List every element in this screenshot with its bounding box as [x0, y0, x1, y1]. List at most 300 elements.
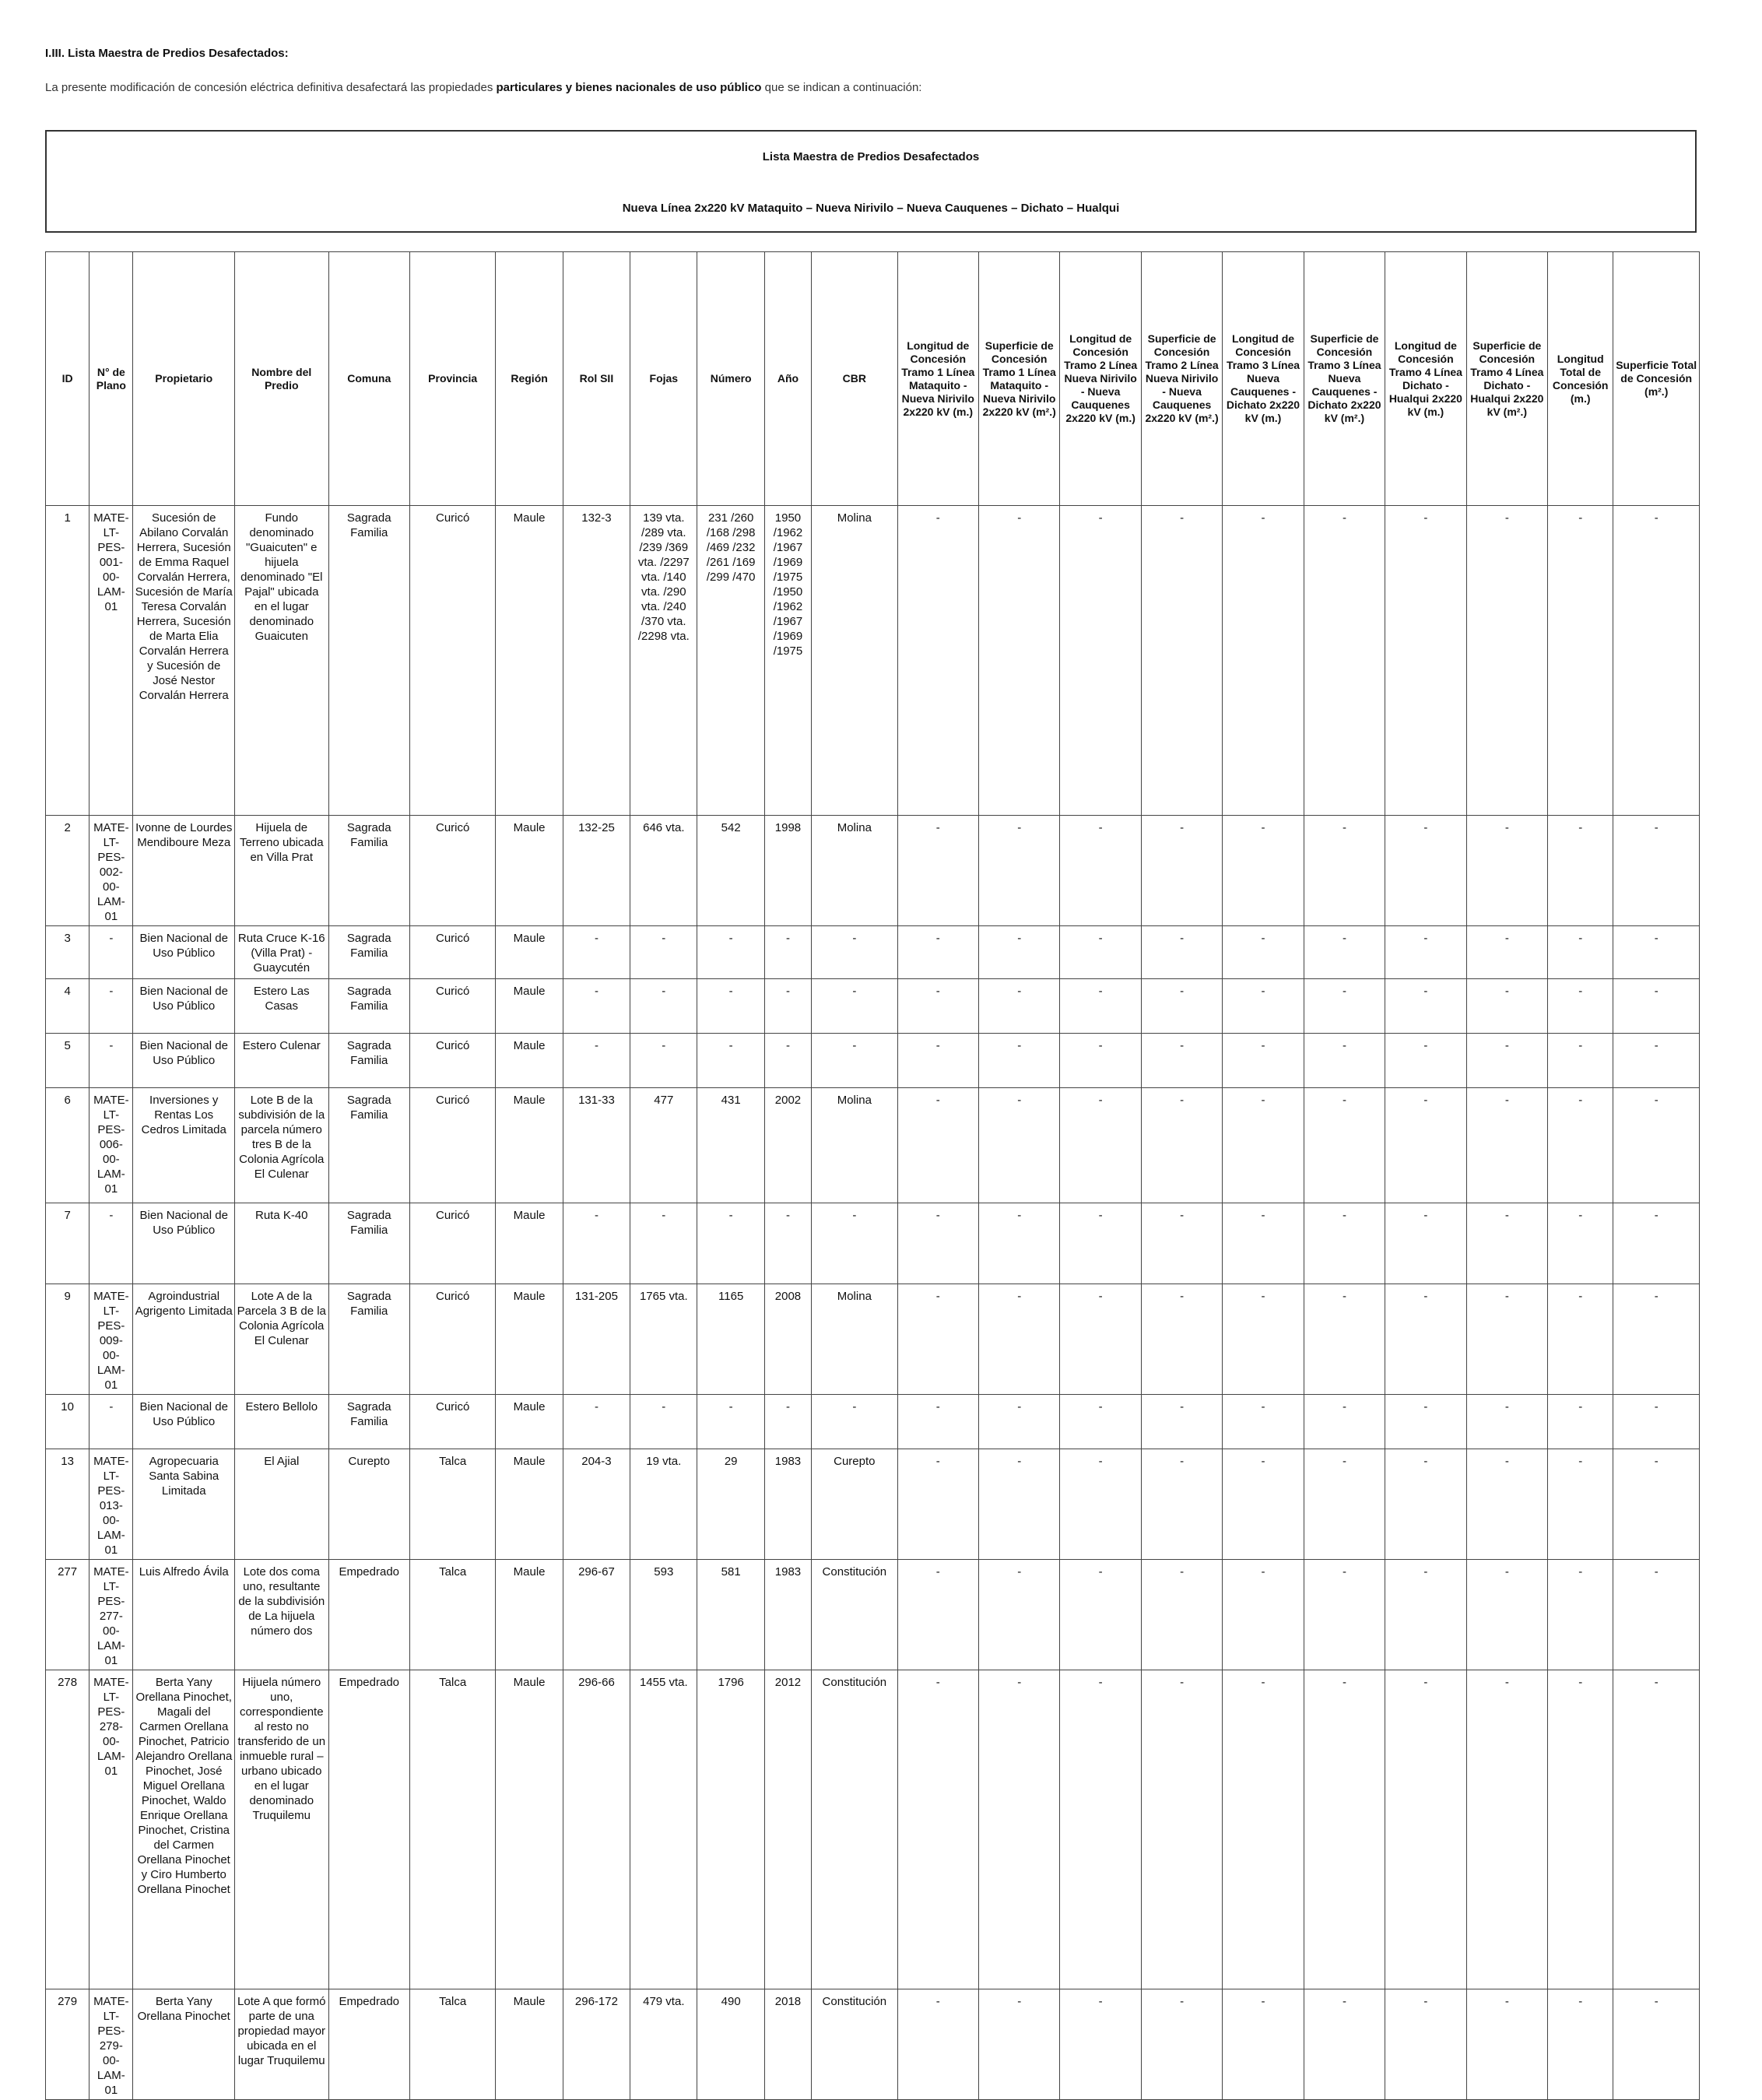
table-cell: - [1141, 1989, 1222, 2100]
table-cell: - [897, 1034, 978, 1088]
table-cell: - [1466, 1670, 1547, 1989]
table-cell: - [1385, 979, 1466, 1034]
table-cell: Curicó [409, 1088, 495, 1203]
table-cell: 1796 [697, 1670, 764, 1989]
table-cell: MATE-LT-PES-279-00-LAM-01 [90, 1989, 133, 2100]
column-header: Provincia [409, 252, 495, 506]
intro-paragraph [45, 81, 921, 94]
table-cell: Molina [812, 506, 897, 816]
table-cell: Curicó [409, 506, 495, 816]
table-cell: - [978, 1670, 1059, 1989]
table-cell: - [1548, 1284, 1613, 1395]
table-cell: - [897, 1088, 978, 1203]
table-cell: - [697, 1034, 764, 1088]
table-cell: - [697, 1395, 764, 1449]
table-row [46, 506, 1700, 816]
table-cell: MATE-LT-PES-277-00-LAM-01 [90, 1560, 133, 1670]
table-cell: - [978, 816, 1059, 926]
table-cell: - [1223, 1670, 1304, 1989]
table-cell: - [1548, 926, 1613, 979]
table-cell: - [897, 1449, 978, 1560]
table-cell: - [1548, 1560, 1613, 1670]
table-cell: Curicó [409, 816, 495, 926]
table-cell: - [630, 1203, 697, 1284]
table-cell: 490 [697, 1989, 764, 2100]
table-cell: - [1060, 1203, 1141, 1284]
table-cell: - [764, 1203, 811, 1284]
table-cell: Molina [812, 816, 897, 926]
table-cell: - [978, 1284, 1059, 1395]
table-cell: Estero Bellolo [235, 1395, 329, 1449]
table-cell: - [1141, 1088, 1222, 1203]
table-cell: - [1385, 1560, 1466, 1670]
table-cell: - [764, 979, 811, 1034]
column-header: Longitud Total de Concesión (m.) [1548, 252, 1613, 506]
table-cell: Curicó [409, 1203, 495, 1284]
table-cell: - [1613, 1203, 1700, 1284]
table-cell: - [1385, 1989, 1466, 2100]
table-cell: - [697, 926, 764, 979]
table-cell: - [1548, 979, 1613, 1034]
table-cell: - [1613, 1449, 1700, 1560]
table-cell: - [1466, 979, 1547, 1034]
table-cell: Curicó [409, 1034, 495, 1088]
intro-text-before: La presente modificación de concesión eléctrica definitiva desafectará las propiedades [45, 81, 497, 94]
table-row [46, 979, 1700, 1034]
table-cell: 1455 vta. [630, 1670, 697, 1989]
column-header: Región [496, 252, 563, 506]
column-header: Propietario [133, 252, 235, 506]
table-cell: - [1060, 506, 1141, 816]
column-header: Superficie de Concesión Tramo 3 Línea Nueva Cauquenes - Dichato 2x220 kV (m².) [1304, 252, 1385, 506]
table-cell: 296-172 [563, 1989, 630, 2100]
table-cell: - [1466, 506, 1547, 816]
table-cell: - [1060, 1670, 1141, 1989]
table-cell: - [812, 926, 897, 979]
table-cell: MATE-LT-PES-013-00-LAM-01 [90, 1449, 133, 1560]
table-cell: Estero Culenar [235, 1034, 329, 1088]
table-cell: Talca [409, 1670, 495, 1989]
column-header: Superficie Total de Concesión (m².) [1613, 252, 1700, 506]
table-cell: - [978, 1449, 1059, 1560]
table-cell: - [978, 979, 1059, 1034]
table-cell: - [1141, 1449, 1222, 1560]
table-cell: - [1466, 926, 1547, 979]
table-cell: 542 [697, 816, 764, 926]
table-cell: - [1060, 1449, 1141, 1560]
table-cell: Luis Alfredo Ávila [133, 1560, 235, 1670]
column-header: Nombre del Predio [235, 252, 329, 506]
table-cell: Sagrada Familia [328, 979, 409, 1034]
table-cell: - [812, 1203, 897, 1284]
table-cell: - [563, 979, 630, 1034]
table-row [46, 1560, 1700, 1670]
table-cell: 646 vta. [630, 816, 697, 926]
table-cell: - [1548, 1670, 1613, 1989]
table-cell: 2018 [764, 1989, 811, 2100]
table-cell: 3 [46, 926, 90, 979]
table-cell: Inversiones y Rentas Los Cedros Limitada [133, 1088, 235, 1203]
column-header: Longitud de Concesión Tramo 4 Línea Dichato - Hualqui 2x220 kV (m.) [1385, 252, 1466, 506]
table-cell: - [1223, 1088, 1304, 1203]
table-cell: - [630, 1034, 697, 1088]
table-cell: 296-66 [563, 1670, 630, 1989]
table-cell: - [1141, 1203, 1222, 1284]
table-cell: Bien Nacional de Uso Público [133, 1395, 235, 1449]
table-cell: - [1385, 926, 1466, 979]
table-cell: - [1613, 816, 1700, 926]
table-cell: Maule [496, 1203, 563, 1284]
table-cell: Curepto [328, 1449, 409, 1560]
table-cell: 5 [46, 1034, 90, 1088]
table-cell: - [897, 1989, 978, 2100]
table-cell: - [563, 1034, 630, 1088]
table-cell: - [90, 1395, 133, 1449]
table-cell: Curicó [409, 926, 495, 979]
table-cell: - [630, 979, 697, 1034]
table-cell: - [897, 1284, 978, 1395]
table-cell: - [1613, 1284, 1700, 1395]
table-cell: - [764, 926, 811, 979]
table-cell: - [1385, 1449, 1466, 1560]
column-header: Superficie de Concesión Tramo 1 Línea Mataquito - Nueva Nirivilo 2x220 kV (m².) [978, 252, 1059, 506]
table-cell: - [1466, 1989, 1547, 2100]
table-cell: - [1223, 506, 1304, 816]
table-cell: Sucesión de Abilano Corvalán Herrera, Sucesión de Emma Raquel Corvalán Herrera, Sucesión de María Teresa Corvalán Herrera, Sucesión de Marta Elia Corvalán Herrera y Sucesión de José Nestor Corvalán Herrera [133, 506, 235, 816]
table-cell: - [1223, 1449, 1304, 1560]
table-cell: - [1223, 1395, 1304, 1449]
table-cell: - [1060, 1284, 1141, 1395]
table-title: Lista Maestra de Predios Desafectados [762, 150, 980, 163]
table-cell: Maule [496, 1284, 563, 1395]
table-cell: - [563, 1395, 630, 1449]
table-row [46, 1989, 1700, 2100]
column-header: Longitud de Concesión Tramo 3 Línea Nueva Cauquenes - Dichato 2x220 kV (m.) [1223, 252, 1304, 506]
table-cell: 1998 [764, 816, 811, 926]
table-row [46, 1034, 1700, 1088]
table-cell: - [978, 1088, 1059, 1203]
table-cell: - [1548, 1395, 1613, 1449]
table-cell: - [1141, 506, 1222, 816]
table-cell: - [1613, 926, 1700, 979]
table-cell: - [1223, 1203, 1304, 1284]
table-cell: Molina [812, 1284, 897, 1395]
table-subtitle: Nueva Línea 2x220 kV Mataquito – Nueva Nirivilo – Nueva Cauquenes – Dichato – Hualqui [622, 202, 1120, 215]
column-header: ID [46, 252, 90, 506]
table-cell: - [1613, 1395, 1700, 1449]
table-cell: Maule [496, 1560, 563, 1670]
table-cell: 7 [46, 1203, 90, 1284]
table-cell: - [1548, 1203, 1613, 1284]
table-cell: - [1466, 1034, 1547, 1088]
table-cell: Estero Las Casas [235, 979, 329, 1034]
table-cell: - [1304, 979, 1385, 1034]
table-cell: - [1060, 1395, 1141, 1449]
table-cell: 131-205 [563, 1284, 630, 1395]
table-cell: - [812, 1395, 897, 1449]
table-cell: - [563, 926, 630, 979]
table-cell: - [897, 1395, 978, 1449]
table-cell: Hijuela número uno, correspondiente al resto no transferido de un inmueble rural – urbano ubicado en el lugar denominado Truquilemu [235, 1670, 329, 1989]
table-row [46, 926, 1700, 979]
table-cell: - [1060, 926, 1141, 979]
table-cell: 278 [46, 1670, 90, 1989]
table-cell: 1765 vta. [630, 1284, 697, 1395]
table-cell: - [1385, 1670, 1466, 1989]
table-cell: Maule [496, 506, 563, 816]
table-cell: - [1613, 1670, 1700, 1989]
table-cell: 479 vta. [630, 1989, 697, 2100]
table-cell: 593 [630, 1560, 697, 1670]
table-cell: - [812, 979, 897, 1034]
table-title-box [45, 130, 1697, 233]
table-row [46, 1395, 1700, 1449]
table-cell: - [1141, 1670, 1222, 1989]
table-cell: - [1304, 506, 1385, 816]
table-cell: Maule [496, 1034, 563, 1088]
table-cell: - [1548, 506, 1613, 816]
table-cell: Ivonne de Lourdes Mendiboure Meza [133, 816, 235, 926]
table-cell: Bien Nacional de Uso Público [133, 1203, 235, 1284]
table-cell: - [697, 979, 764, 1034]
table-cell: Sagrada Familia [328, 1088, 409, 1203]
table-cell: Maule [496, 1989, 563, 2100]
table-cell: - [978, 1989, 1059, 2100]
table-cell: 19 vta. [630, 1449, 697, 1560]
table-cell: - [1060, 979, 1141, 1034]
table-cell: - [1613, 979, 1700, 1034]
table-cell: MATE-LT-PES-001-00-LAM-01 [90, 506, 133, 816]
table-cell: - [978, 1034, 1059, 1088]
table-cell: - [897, 1560, 978, 1670]
table-cell: - [1060, 1034, 1141, 1088]
column-header: Año [764, 252, 811, 506]
table-cell: Sagrada Familia [328, 926, 409, 979]
table-cell: - [563, 1203, 630, 1284]
table-cell: Maule [496, 1088, 563, 1203]
column-header: N° de Plano [90, 252, 133, 506]
table-cell: Maule [496, 816, 563, 926]
table-cell: - [897, 1203, 978, 1284]
table-cell: - [90, 979, 133, 1034]
table-cell: Bien Nacional de Uso Público [133, 979, 235, 1034]
table-cell: - [1141, 1034, 1222, 1088]
table-cell: Maule [496, 926, 563, 979]
table-cell: Talca [409, 1560, 495, 1670]
table-cell: - [1466, 1203, 1547, 1284]
table-cell: - [1223, 979, 1304, 1034]
table-cell: 477 [630, 1088, 697, 1203]
table-cell: - [1223, 816, 1304, 926]
table-cell: - [764, 1395, 811, 1449]
table-cell: - [1548, 816, 1613, 926]
column-header: Comuna [328, 252, 409, 506]
table-cell: 10 [46, 1395, 90, 1449]
table-cell: 4 [46, 979, 90, 1034]
table-cell: - [764, 1034, 811, 1088]
table-cell: MATE-LT-PES-002-00-LAM-01 [90, 816, 133, 926]
table-cell: Maule [496, 1395, 563, 1449]
table-row [46, 1284, 1700, 1395]
table-cell: 1983 [764, 1449, 811, 1560]
table-cell: Constitución [812, 1670, 897, 1989]
table-cell: - [697, 1203, 764, 1284]
table-cell: Empedrado [328, 1670, 409, 1989]
table-cell: MATE-LT-PES-009-00-LAM-01 [90, 1284, 133, 1395]
table-cell: 204-3 [563, 1449, 630, 1560]
table-cell: - [897, 979, 978, 1034]
table-cell: - [1304, 1670, 1385, 1989]
table-cell: Lote A que formó parte de una propiedad mayor ubicada en el lugar Truquilemu [235, 1989, 329, 2100]
table-cell: 296-67 [563, 1560, 630, 1670]
table-cell: 13 [46, 1449, 90, 1560]
table-cell: - [90, 1034, 133, 1088]
table-cell: 2 [46, 816, 90, 926]
table-cell: Constitución [812, 1989, 897, 2100]
table-cell: - [1304, 1560, 1385, 1670]
table-cell: - [1613, 1088, 1700, 1203]
table-cell: Lote dos coma uno, resultante de la subdivisión de La hijuela número dos [235, 1560, 329, 1670]
table-row [46, 1449, 1700, 1560]
intro-text-after: que se indican a continuación: [761, 81, 922, 94]
table-cell: - [1223, 926, 1304, 979]
table-cell: - [1385, 1284, 1466, 1395]
table-cell: - [1304, 1989, 1385, 2100]
table-cell: Sagrada Familia [328, 1395, 409, 1449]
table-cell: - [1466, 1284, 1547, 1395]
table-cell: Sagrada Familia [328, 506, 409, 816]
table-cell: - [90, 926, 133, 979]
table-cell: - [978, 1203, 1059, 1284]
table-cell: - [897, 1670, 978, 1989]
table-header-row [46, 252, 1700, 506]
table-cell: - [1466, 1560, 1547, 1670]
table-cell: Sagrada Familia [328, 1034, 409, 1088]
table-cell: 277 [46, 1560, 90, 1670]
table-cell: - [1304, 816, 1385, 926]
table-cell: 2002 [764, 1088, 811, 1203]
table-cell: Curicó [409, 979, 495, 1034]
table-cell: Sagrada Familia [328, 816, 409, 926]
table-cell: Berta Yany Orellana Pinochet [133, 1989, 235, 2100]
table-cell: - [1304, 1284, 1385, 1395]
column-header: Superficie de Concesión Tramo 2 Línea Nueva Nirivilo - Nueva Cauquenes 2x220 kV (m².) [1141, 252, 1222, 506]
table-row [46, 1088, 1700, 1203]
table-cell: - [1385, 506, 1466, 816]
table-cell: Ruta Cruce K-16 (Villa Prat) - Guaycutén [235, 926, 329, 979]
table-cell: - [978, 1395, 1059, 1449]
table-row [46, 1670, 1700, 1989]
table-cell: - [978, 926, 1059, 979]
table-cell: - [1385, 1088, 1466, 1203]
table-cell: Talca [409, 1989, 495, 2100]
table-cell: - [1385, 816, 1466, 926]
table-cell: MATE-LT-PES-006-00-LAM-01 [90, 1088, 133, 1203]
table-cell: Empedrado [328, 1560, 409, 1670]
table-cell: - [1141, 979, 1222, 1034]
table-cell: 29 [697, 1449, 764, 1560]
table-cell: - [1304, 1034, 1385, 1088]
table-cell: 1983 [764, 1560, 811, 1670]
table-cell: 132-25 [563, 816, 630, 926]
table-cell: Hijuela de Terreno ubicada en Villa Prat [235, 816, 329, 926]
table-cell: - [1613, 1560, 1700, 1670]
table-cell: Fundo denominado "Guaicuten" e hijuela denominado "El Pajal" ubicada en el lugar denominado Guaicuten [235, 506, 329, 816]
table-cell: Sagrada Familia [328, 1284, 409, 1395]
table-cell: Bien Nacional de Uso Público [133, 1034, 235, 1088]
table-cell: MATE-LT-PES-278-00-LAM-01 [90, 1670, 133, 1989]
table-cell: - [1141, 1560, 1222, 1670]
table-row [46, 1203, 1700, 1284]
table-cell: - [1141, 1284, 1222, 1395]
table-cell: - [1385, 1203, 1466, 1284]
table-cell: - [90, 1203, 133, 1284]
table-cell: Empedrado [328, 1989, 409, 2100]
table-cell: 1 [46, 506, 90, 816]
table-cell: Maule [496, 1449, 563, 1560]
table-cell: - [897, 506, 978, 816]
table-cell: Agropecuaria Santa Sabina Limitada [133, 1449, 235, 1560]
table-cell: - [1613, 1989, 1700, 2100]
table-cell: - [1466, 1395, 1547, 1449]
column-header: Rol SII [563, 252, 630, 506]
table-cell: - [978, 506, 1059, 816]
table-cell: - [1385, 1034, 1466, 1088]
table-cell: - [897, 926, 978, 979]
table-cell: Curicó [409, 1395, 495, 1449]
table-cell: - [1548, 1449, 1613, 1560]
table-cell: Sagrada Familia [328, 1203, 409, 1284]
table-cell: 231 /260 /168 /298 /469 /232 /261 /169 /299 /470 [697, 506, 764, 816]
intro-text-bold: particulares y bienes nacionales de uso público [496, 81, 762, 94]
table-cell: - [1613, 1034, 1700, 1088]
table-cell: - [1613, 506, 1700, 816]
table-cell: - [1466, 1449, 1547, 1560]
table-cell: - [1304, 1088, 1385, 1203]
table-cell: - [1466, 816, 1547, 926]
table-cell: - [1141, 816, 1222, 926]
table-cell: Lote B de la subdivisión de la parcela número tres B de la Colonia Agrícola El Culenar [235, 1088, 329, 1203]
column-header: Longitud de Concesión Tramo 2 Línea Nueva Nirivilo - Nueva Cauquenes 2x220 kV (m.) [1060, 252, 1141, 506]
table-cell: 431 [697, 1088, 764, 1203]
table-cell: 139 vta. /289 vta. /239 /369 vta. /2297 vta. /140 vta. /290 vta. /240 /370 vta. /2298 vta. [630, 506, 697, 816]
table-cell: Curicó [409, 1284, 495, 1395]
table-cell: Ruta K-40 [235, 1203, 329, 1284]
table-cell: - [1060, 1989, 1141, 2100]
table-cell: - [1060, 816, 1141, 926]
table-cell: Molina [812, 1088, 897, 1203]
table-cell: Lote A de la Parcela 3 B de la Colonia Agrícola El Culenar [235, 1284, 329, 1395]
table-cell: - [1385, 1395, 1466, 1449]
table-cell: 279 [46, 1989, 90, 2100]
table-cell: 1950 /1962 /1967 /1969 /1975 /1950 /1962 /1967 /1969 /1975 [764, 506, 811, 816]
table-body [46, 506, 1700, 2100]
table-row [46, 816, 1700, 926]
table-cell: - [1223, 1284, 1304, 1395]
table-cell: 581 [697, 1560, 764, 1670]
table-cell: 9 [46, 1284, 90, 1395]
predios-table [45, 251, 1700, 2100]
table-cell: - [1304, 1395, 1385, 1449]
table-cell: - [1548, 1034, 1613, 1088]
table-cell: Maule [496, 1670, 563, 1989]
table-cell: Maule [496, 979, 563, 1034]
table-cell: - [1141, 926, 1222, 979]
table-cell: - [1548, 1088, 1613, 1203]
table-cell: - [1223, 1560, 1304, 1670]
table-cell: - [897, 816, 978, 926]
table-cell: - [812, 1034, 897, 1088]
